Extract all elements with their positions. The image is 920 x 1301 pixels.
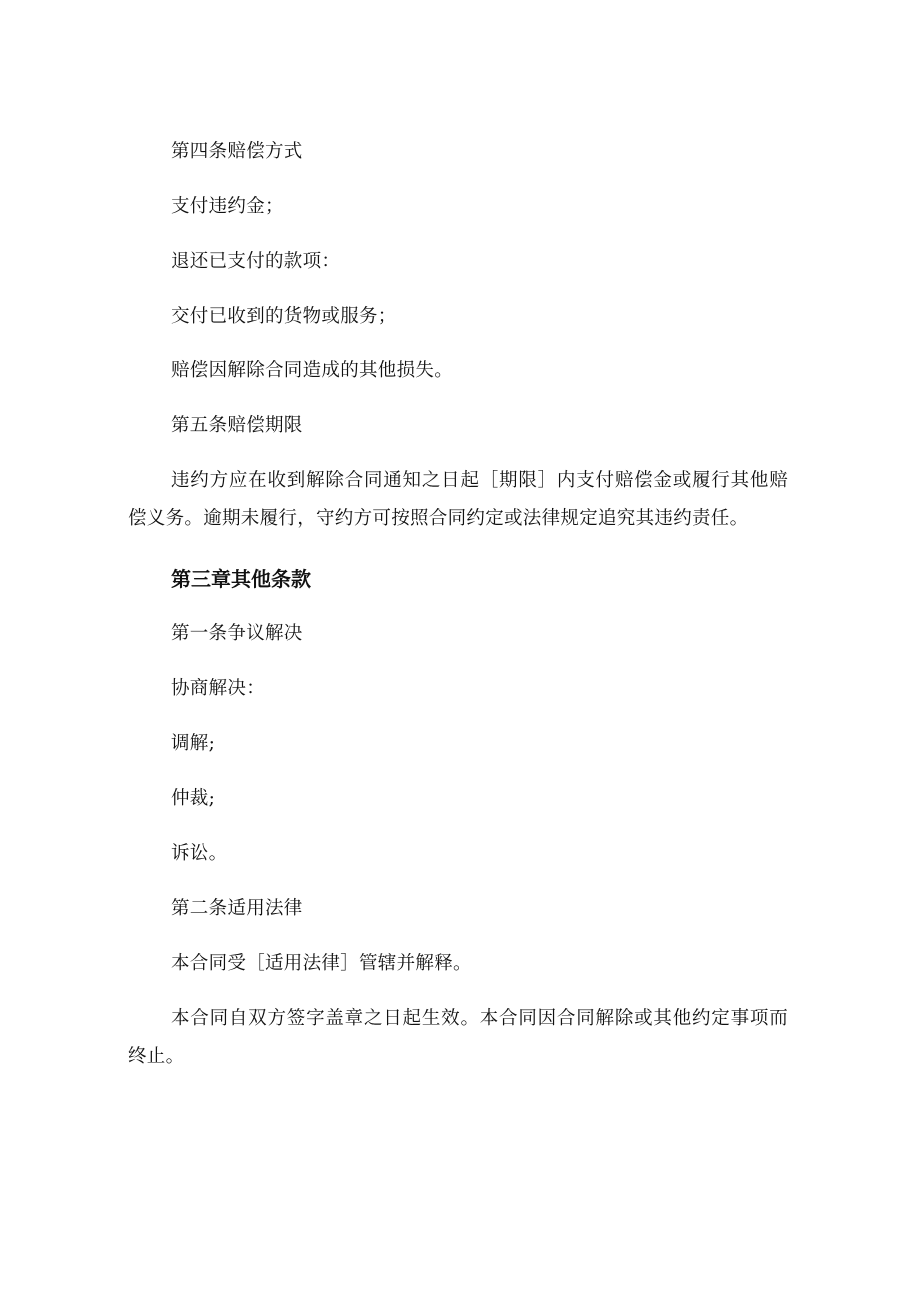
article-4-item-1: 支付违约金； [171,196,284,217]
chapter-3-article-1-title: 第一条争议解决 [171,623,303,644]
chapter-3-article-2-title: 第二条适用法律 [171,898,303,919]
dispute-item-3: 仲裁; [171,788,216,809]
article-5-title: 第五条赔偿期限 [171,415,303,436]
chapter-3-title: 第三章其他条款 [171,567,311,591]
article-4-item-2: 退还已支付的款项： [171,251,341,272]
article-4-title: 第四条赔偿方式 [171,141,303,162]
article-4-item-4: 赔偿因解除合同造成的其他损失。 [171,360,454,381]
effect-clause: 本合同自双方签字盖章之日起生效。本合同因合同解除或其他约定事项而终止。 [128,1008,788,1067]
dispute-item-1: 协商解决： [171,678,266,699]
dispute-item-2: 调解; [171,733,216,754]
applicable-law-body: 本合同受［适用法律］管辖并解释。 [171,953,472,974]
article-5-body: 违约方应在收到解除合同通知之日起［期限］内支付赔偿金或履行其他赔偿义务。逾期未履行，守约方可按照合同约定或法律规定追究其违约责任。 [128,470,788,529]
dispute-item-4: 诉讼。 [171,843,228,864]
article-4-item-3: 交付已收到的货物或服务； [171,306,397,327]
